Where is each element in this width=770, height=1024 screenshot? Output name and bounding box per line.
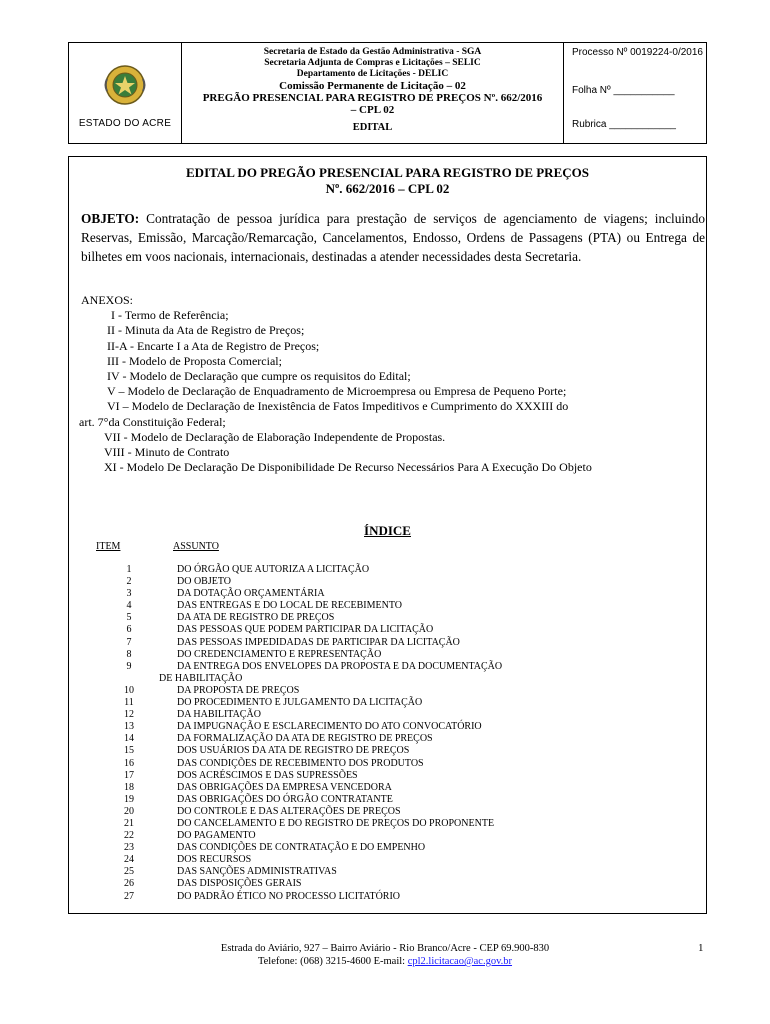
anexos-section	[81, 293, 592, 475]
index-row	[69, 830, 706, 842]
anexo-item: III - Modelo de Proposta Comercial;	[107, 353, 282, 368]
index-item-number: 4	[126, 600, 132, 612]
index-item-subject: DA PROPOSTA DE PREÇOS	[177, 684, 300, 696]
index-item-subject: DO PADRÃO ÉTICO NO PROCESSO LICITATÓRIO	[177, 890, 401, 902]
footer-phone: Telefone: (068) 3215-4600 E-mail:	[257, 956, 406, 967]
index-row	[69, 709, 706, 721]
anexos-label: ANEXOS:	[81, 293, 134, 307]
objeto-paragraph	[81, 209, 705, 266]
index-item-subject: DOS RECURSOS	[177, 854, 252, 866]
index-item-subject: DOS ACRÉSCIMOS E DAS SUPRESSÕES	[177, 769, 358, 781]
index-row	[69, 661, 706, 673]
index-item-subject: DAS CONDIÇÕES DE CONTRATAÇÃO E DO EMPENHO	[177, 842, 426, 854]
anexo-item-cont: art. 7°da Constituição Federal;	[79, 414, 226, 429]
index-item-subject: DAS SANÇÕES ADMINISTRATIVAS	[177, 866, 337, 878]
index-item-number: 23	[124, 842, 134, 854]
index-row	[69, 818, 706, 830]
index-row	[69, 612, 706, 624]
index-row	[69, 685, 706, 697]
index-item-subject: DA FORMALIZAÇÃO DA ATA DE REGISTRO DE PREÇOS	[177, 733, 433, 745]
objeto-text: Contratação de pessoa jurídica para prestação de serviços de agenciamento de viagens; incluindo Reservas, Emissão, Marcação/Remarcação, Cancelamentos, Endosso, Ordens de Passagens (PTA) ou Entrega de bilhetes em voos nacionais, internacionais, destinadas a atender necessidades desta Secretaria.	[81, 211, 705, 264]
objeto-label: OBJETO:	[81, 211, 140, 226]
index-row	[69, 637, 706, 649]
index-item-number: 27	[124, 890, 134, 902]
anexo-item: IV - Modelo de Declaração que cumpre os requisitos do Edital;	[107, 369, 411, 384]
index-item-subject: DO OBJETO	[177, 576, 231, 588]
index-item-subject: DAS OBRIGAÇÕES DO ÓRGÃO CONTRATANTE	[177, 793, 393, 805]
index-item-number: 11	[124, 697, 134, 709]
index-item-subject: DO CONTROLE E DAS ALTERAÇÕES DE PREÇOS	[177, 805, 401, 817]
title-line-2: Nº. 662/2016 – CPL 02	[325, 181, 450, 196]
index-item-number: 17	[124, 769, 134, 781]
index-item-subject: DOS USUÁRIOS DA ATA DE REGISTRO DE PREÇOS	[177, 745, 410, 757]
anexo-item: I - Termo de Referência;	[111, 308, 229, 323]
index-item-number: 15	[124, 745, 134, 757]
index-item-number: 20	[124, 805, 134, 817]
index-item-subject: DA DOTAÇÃO ORÇAMENTÁRIA	[177, 588, 325, 600]
index-row	[69, 842, 706, 854]
index-row	[69, 673, 706, 685]
index-item-number: 26	[124, 878, 134, 890]
index-item-number: 2	[126, 576, 132, 588]
processo-number: Processo Nº 0019224-0/2016	[572, 47, 703, 58]
index-item-subject: DA ENTREGA DOS ENVELOPES DA PROPOSTA E DA DOCUMENTAÇÃO	[177, 660, 503, 672]
index-row	[69, 770, 706, 782]
index-item-subject: DA ATA DE REGISTRO DE PREÇOS	[177, 612, 335, 624]
col-header-assunto: ASSUNTO	[173, 541, 219, 552]
header-institution	[182, 43, 564, 143]
index-row	[69, 721, 706, 733]
edital-body	[68, 156, 707, 914]
index-item-subject: DO CANCELAMENTO E DO REGISTRO DE PREÇOS DO PROPONENTE	[177, 817, 495, 829]
index-item-subject: DO PAGAMENTO	[177, 830, 256, 842]
index-item-number: 5	[126, 612, 132, 624]
index-item-subject: DAS ENTREGAS E DO LOCAL DE RECEBIMENTO	[177, 600, 402, 612]
index-item-subject: DAS CONDIÇÕES DE RECEBIMENTO DOS PRODUTOS	[177, 757, 424, 769]
index-item-number: 9	[126, 660, 132, 672]
index-item-subject: DAS PESSOAS QUE PODEM PARTICIPAR DA LICITAÇÃO	[177, 624, 434, 636]
index-row	[69, 733, 706, 745]
index-row	[69, 806, 706, 818]
anexo-item: XI - Modelo De Declaração De Disponibilidade De Recurso Necessários Para A Execução Do Objeto	[104, 460, 592, 475]
index-row	[69, 564, 706, 576]
index-item-number: 6	[126, 624, 132, 636]
header-edital: EDITAL	[352, 122, 393, 133]
header-process-info	[564, 43, 706, 143]
index-item-number: 19	[124, 793, 134, 805]
index-row	[69, 588, 706, 600]
index-item-number: 1	[126, 564, 132, 575]
index-item-number: 8	[126, 648, 132, 660]
index-row	[69, 854, 706, 866]
index-row	[69, 624, 706, 636]
folha-field: Folha Nº ___________	[572, 85, 675, 96]
document-header	[68, 42, 707, 144]
logo-caption: ESTADO DO ACRE	[78, 118, 172, 129]
anexo-item: VII - Modelo de Declaração de Elaboração Independente de Propostas.	[104, 429, 446, 444]
index-row	[69, 576, 706, 588]
index-item-number: 25	[124, 866, 134, 878]
index-item-number: 12	[124, 709, 134, 721]
page-footer	[0, 942, 770, 968]
index-item-number: 16	[124, 757, 134, 769]
index-row	[69, 794, 706, 806]
anexo-item: V – Modelo de Declaração de Enquadramento de Microempresa ou Empresa de Pequeno Porte;	[107, 384, 567, 399]
index-item-number: 24	[124, 854, 134, 866]
index-item-subject: DE HABILITAÇÃO	[159, 672, 243, 684]
index-item-subject: DAS PESSOAS IMPEDIDADAS DE PARTICIPAR DA LICITAÇÃO	[177, 636, 460, 648]
footer-email-link[interactable]: cpl2.licitacao@ac.gov.br	[407, 956, 513, 967]
index-item-number: 18	[124, 781, 134, 793]
index-item-number: 13	[124, 721, 134, 733]
index-item-number: 10	[124, 684, 134, 696]
logo-cell	[69, 43, 182, 143]
footer-contact	[0, 955, 770, 968]
index-item-subject: DA HABILITAÇÃO	[177, 709, 261, 721]
header-comissao: Comissão Permanente de Licitação – 02	[279, 80, 466, 92]
index-item-subject: DA IMPUGNAÇÃO E ESCLARECIMENTO DO ATO CONVOCATÓRIO	[177, 721, 482, 733]
index-row	[69, 866, 706, 878]
anexo-item: II - Minuta da Ata de Registro de Preços;	[107, 323, 305, 338]
index-item-number: 21	[124, 817, 134, 829]
index-item-number: 22	[124, 830, 134, 842]
anexo-item: VI – Modelo de Declaração de Inexistência de Fatos Impeditivos e Cumprimento do XXXIII do	[107, 399, 569, 414]
index-item-subject: DAS OBRIGAÇÕES DA EMPRESA VENCEDORA	[177, 781, 392, 793]
col-header-item: ITEM	[96, 541, 121, 552]
header-pregao-cont: – CPL 02	[350, 104, 395, 116]
index-row	[69, 697, 706, 709]
indice-title: ÍNDICE	[364, 523, 411, 538]
index-item-subject: DO ÓRGÃO QUE AUTORIZA A LICITAÇÃO	[177, 564, 370, 575]
title-line-1: EDITAL DO PREGÃO PRESENCIAL PARA REGISTRO DE PREÇOS	[186, 165, 589, 180]
edital-title	[69, 165, 706, 197]
index-row	[69, 758, 706, 770]
index-row	[69, 649, 706, 661]
index-item-subject: DAS DISPOSIÇÕES GERAIS	[177, 878, 302, 890]
header-pregao: PREGÃO PRESENCIAL PARA REGISTRO DE PREÇOS Nº. 662/2016	[202, 92, 543, 104]
index-row	[69, 600, 706, 612]
header-line: Departamento de Licitações - DELIC	[296, 69, 449, 79]
index-item-subject: DO PROCEDIMENTO E JULGAMENTO DA LICITAÇÃO	[177, 697, 423, 709]
index-item-number: 14	[124, 733, 134, 745]
header-line: Secretaria de Estado da Gestão Administrativa - SGA	[263, 47, 482, 57]
index-row	[69, 878, 706, 890]
footer-address: Estrada do Aviário, 927 – Bairro Aviário - Rio Branco/Acre - CEP 69.900-830	[220, 943, 550, 954]
index-row	[69, 891, 706, 903]
index-item-number: 7	[126, 636, 132, 648]
anexo-item: VIII - Minuto de Contrato	[104, 445, 230, 460]
index-item-subject: DO CREDENCIAMENTO E REPRESENTAÇÃO	[177, 648, 382, 660]
index-item-number: 3	[126, 588, 132, 600]
page-number: 1	[698, 942, 704, 954]
header-line: Secretaria Adjunta de Compras e Licitações – SELIC	[264, 58, 481, 68]
index-row	[69, 782, 706, 794]
index-list	[69, 564, 706, 903]
state-seal-icon	[103, 63, 147, 107]
rubrica-field: Rubrica ____________	[572, 119, 676, 130]
index-row	[69, 745, 706, 757]
anexo-item: II-A - Encarte I a Ata de Registro de Preços;	[107, 338, 320, 353]
